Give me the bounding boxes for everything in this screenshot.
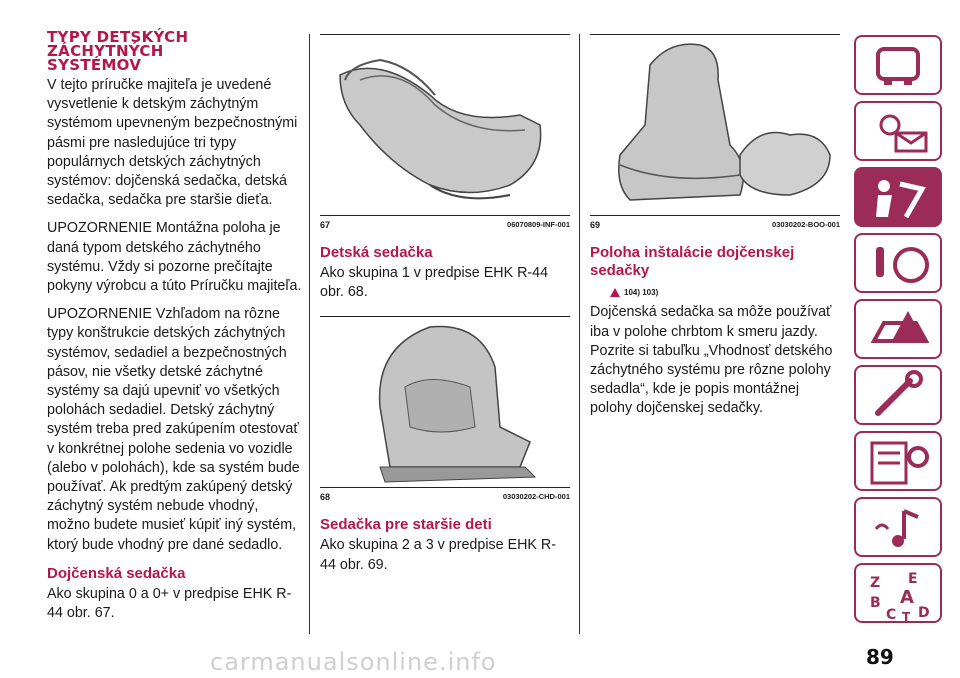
steering-wheel-key-icon bbox=[856, 235, 942, 293]
figure-number: 69 bbox=[590, 220, 601, 230]
column-1 bbox=[47, 30, 302, 632]
figure-68-child-seat bbox=[320, 316, 570, 488]
title-line-3: SYSTÉMOV bbox=[47, 56, 142, 74]
index-alphabet-icon bbox=[856, 565, 942, 623]
tab-emergency[interactable] bbox=[854, 299, 942, 359]
title-line-2: ZÁCHYTNÝCH bbox=[47, 42, 164, 60]
index-letter: Z bbox=[870, 575, 881, 591]
warning-lights-icon bbox=[856, 103, 942, 161]
infant-carrier-illustration bbox=[320, 35, 570, 215]
tab-index[interactable] bbox=[854, 563, 942, 623]
infant-seat-heading: Dojčenská sedačka bbox=[47, 564, 186, 582]
index-letter: A bbox=[900, 587, 914, 608]
booster-seats-illustration bbox=[590, 35, 840, 215]
index-letter: B bbox=[870, 595, 881, 611]
maintenance-wrench-icon bbox=[856, 367, 942, 425]
booster-seat-heading: Sedačka pre staršie deti bbox=[320, 516, 492, 534]
column-divider bbox=[309, 34, 310, 634]
figure-code: 06070809-INF-001 bbox=[507, 220, 570, 229]
reference-numbers: 104) 103) bbox=[624, 288, 659, 297]
index-letter: C bbox=[886, 607, 897, 623]
tab-starting-driving[interactable] bbox=[854, 233, 942, 293]
chapter-tabs bbox=[854, 35, 942, 629]
page-title bbox=[47, 30, 302, 72]
index-letter: T bbox=[902, 610, 911, 624]
infant-seat-text: Ako skupina 0 a 0+ v predpise EHK R-44 obr. 67. bbox=[47, 585, 292, 622]
figure-number: 68 bbox=[320, 492, 331, 503]
notice-paragraph-1: UPOZORNENIE Montážna poloha je daná typom detského záchytného systému. Vždy si pozorne prečítajte pokyny výrobcu a túto Príručku majiteľa. bbox=[47, 220, 302, 295]
index-letter: D bbox=[918, 605, 930, 621]
tab-warning-lights[interactable] bbox=[854, 101, 942, 161]
notice-paragraph-2: UPOZORNENIE Vzhľadom na rôzne typy konštrukcie detských záchytných systémov, sedadiel a bezpečnostných pásov, nie všetky detské záchytné systémy sa dajú upevniť vo všetkých polohách sedadiel. Detský záchytný systém treba pred zakúpením otestovať v konkrétnej polohe sedenia vo vozidle (alebo v polohách), kde sa systém bude používať. Ak predtým zakúpený detský záchytný systém nebude vhodný, možno budete musieť kúpiť iný systém, ktorý bude vhodný pre dané sedadlo. bbox=[47, 306, 300, 553]
figure-69-caption bbox=[590, 220, 840, 230]
figure-code: 03030202-BOO-001 bbox=[772, 220, 840, 229]
infant-seat-position-heading: Poloha inštalácie dojčenskej sedačky bbox=[590, 244, 795, 279]
airbag-seatbelt-icon bbox=[856, 169, 942, 227]
infant-seat-position-text: Dojčenská sedačka sa môže používať iba v polohe chrbtom k smeru jazdy. Pozrite si tabuľku „Vhodnosť detského záchytného systému pre rôzne polohy sedadla“, kde je popis montážnej polohy dojčenskej sedačky. bbox=[590, 304, 833, 417]
column-2 bbox=[320, 34, 570, 584]
multimedia-icon bbox=[856, 499, 942, 557]
tab-multimedia[interactable] bbox=[854, 497, 942, 557]
tab-car-dashboard[interactable] bbox=[854, 35, 942, 95]
intro-paragraph: V tejto príručke majiteľa je uvedené vysvetlenie k detským záchytným systémom upevneným bezpečnostnými pásmi pre nasledujúce tri typy populárnych detských záchytných systémov: dojčenská sedačka, detská sedačka, sedačka pre staršie dieťa. bbox=[47, 77, 298, 209]
figure-number: 67 bbox=[320, 220, 331, 230]
child-seat-text: Ako skupina 1 v predpise EHK R-44 obr. 68. bbox=[320, 265, 549, 301]
warning-triangle-icon bbox=[610, 288, 620, 297]
figure-69-booster-seats bbox=[590, 34, 840, 216]
tab-safety[interactable] bbox=[854, 167, 942, 227]
page-number: 89 bbox=[866, 645, 894, 669]
figure-67-infant-carrier bbox=[320, 34, 570, 216]
column-divider bbox=[579, 34, 580, 634]
warning-references bbox=[610, 288, 840, 297]
car-dashboard-icon bbox=[856, 37, 942, 95]
child-seat-illustration bbox=[320, 317, 570, 487]
index-letter: E bbox=[908, 571, 918, 587]
tab-technical-data[interactable] bbox=[854, 431, 942, 491]
figure-68-caption bbox=[320, 492, 570, 502]
tab-maintenance[interactable] bbox=[854, 365, 942, 425]
column-3 bbox=[590, 34, 840, 428]
technical-data-icon bbox=[856, 433, 942, 491]
booster-seat-text: Ako skupina 2 a 3 v predpise EHK R-44 obr. 69. bbox=[320, 537, 557, 573]
figure-67-caption bbox=[320, 220, 570, 230]
breakdown-icon bbox=[856, 301, 942, 359]
watermark: carmanualsonline.info bbox=[210, 648, 497, 676]
child-seat-heading: Detská sedačka bbox=[320, 244, 433, 261]
figure-code: 03030202-CHD-001 bbox=[502, 492, 570, 502]
title-line-1: TYPY DETSKÝCH bbox=[47, 28, 189, 46]
